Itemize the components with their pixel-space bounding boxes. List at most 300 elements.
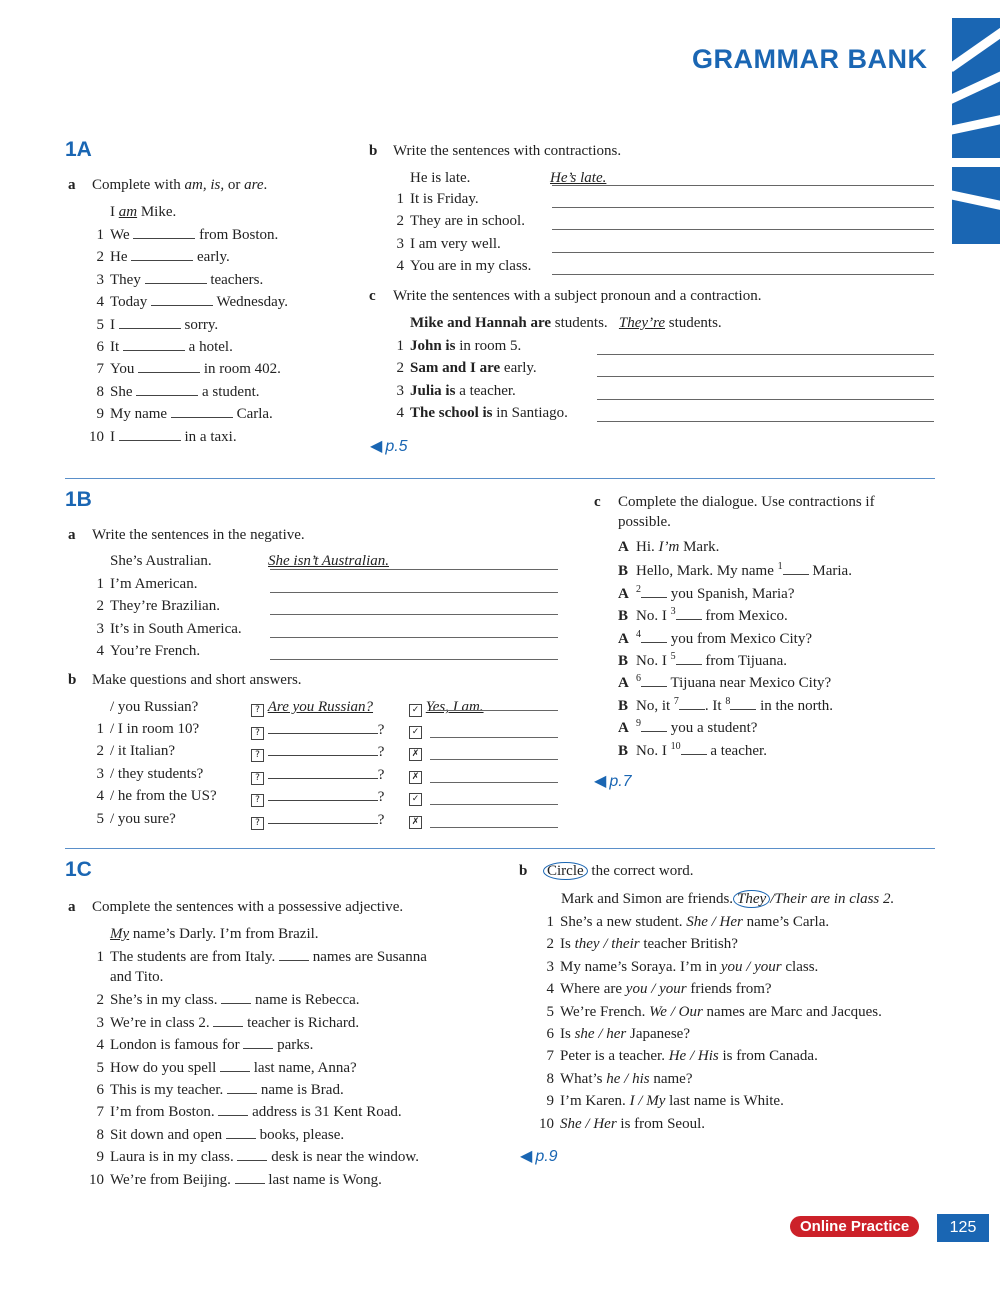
text: Carla. xyxy=(236,406,273,423)
blank-number: 10 xyxy=(670,740,681,752)
page-number: 125 xyxy=(937,1214,989,1242)
list-item xyxy=(86,721,199,738)
text: She / Her xyxy=(686,914,743,930)
item-number: 7 xyxy=(546,1048,554,1065)
item-number: 10 xyxy=(89,1171,104,1188)
text: We xyxy=(110,227,130,243)
answer-line[interactable] xyxy=(430,737,558,738)
text: Where are xyxy=(560,981,626,998)
list-item xyxy=(86,743,175,760)
question-answer xyxy=(251,743,384,762)
text: last name is White. xyxy=(665,1093,784,1110)
text: Sit down and open xyxy=(110,1126,223,1143)
text: in room 402. xyxy=(203,361,281,378)
question-box: ? xyxy=(251,749,264,762)
answer-blank[interactable] xyxy=(268,811,378,824)
text: . It xyxy=(704,697,726,714)
answer-blank[interactable] xyxy=(679,697,705,710)
list-item xyxy=(86,643,200,660)
list-item xyxy=(386,236,501,253)
answer-line[interactable] xyxy=(597,421,934,422)
item-number: 1 xyxy=(96,576,104,592)
exercise-1c-a-instruction: a Complete the sentences with a possessive adjective. xyxy=(68,899,404,915)
text: address is 31 Kent Road. xyxy=(252,1104,402,1121)
list-item xyxy=(86,1103,402,1121)
list-item xyxy=(86,811,176,828)
list-item xyxy=(86,1081,344,1099)
item-number: 2 xyxy=(96,992,104,1009)
item-number: 2 xyxy=(96,743,104,760)
answer-blank[interactable] xyxy=(641,630,667,643)
list-item xyxy=(86,1014,359,1032)
item-number: 9 xyxy=(96,1149,104,1166)
item-number: 2 xyxy=(96,249,104,266)
exercise-1a-a-example: I am Mike. xyxy=(110,204,177,220)
question-box: ? xyxy=(251,817,264,830)
text: John is xyxy=(410,338,456,354)
answer-line[interactable] xyxy=(430,710,558,711)
item-number: 5 xyxy=(96,316,104,333)
list-item xyxy=(86,428,237,446)
speaker-label: B xyxy=(618,742,629,759)
answer-blank[interactable] xyxy=(641,719,667,732)
list-item xyxy=(86,1059,357,1077)
text: names are Marc and Jacques. xyxy=(702,1003,882,1020)
item-number: 1 xyxy=(96,721,104,737)
answer-line[interactable] xyxy=(430,827,558,828)
answer-blank[interactable] xyxy=(138,360,200,373)
answer-blank[interactable] xyxy=(268,788,378,801)
text: I’m American. xyxy=(110,576,198,592)
text: from Tijuana. xyxy=(701,653,788,669)
item-number: 2 xyxy=(396,360,404,377)
answer-line[interactable] xyxy=(270,569,558,570)
list-item xyxy=(86,405,273,423)
exercise-1a-c-instruction: c Write the sentences with a subject pronoun and a contraction. xyxy=(369,288,762,304)
text: It is Friday. xyxy=(410,191,479,207)
item-number: 5 xyxy=(96,1059,104,1076)
answer-blank[interactable] xyxy=(279,948,309,961)
question-answer xyxy=(251,788,384,807)
answer-blank[interactable] xyxy=(221,991,251,1004)
text: / I in room 10? xyxy=(110,721,200,737)
list-item xyxy=(86,766,203,783)
text: London is famous for xyxy=(110,1037,240,1054)
text: ? xyxy=(377,811,385,828)
text: We’re in class 2. xyxy=(110,1014,210,1031)
item-number: 4 xyxy=(396,405,404,422)
speaker-label: B xyxy=(618,563,629,580)
speaker-label: B xyxy=(618,608,629,625)
text: No. I xyxy=(636,608,671,625)
text: a student. xyxy=(202,383,260,400)
answer-blank[interactable] xyxy=(131,248,193,261)
item-number: 9 xyxy=(546,1093,554,1110)
answer-line[interactable] xyxy=(430,804,558,805)
list-item xyxy=(536,936,738,953)
answer-line[interactable] xyxy=(270,592,558,593)
text: they / their xyxy=(574,936,640,953)
answer-line[interactable] xyxy=(552,252,934,253)
item-number: 1 xyxy=(96,949,104,965)
item-number: 8 xyxy=(96,383,104,400)
item-number: 7 xyxy=(96,1104,104,1121)
answer-blank[interactable] xyxy=(136,383,198,396)
exercise-1b-c-instruction: c Complete the dialogue. Use contractions if possible. xyxy=(594,494,875,530)
answer-blank[interactable] xyxy=(226,1126,256,1139)
exercise-1b-b-example: / you Russian? xyxy=(110,699,199,715)
list-item xyxy=(86,383,260,401)
text: is from Canada. xyxy=(718,1048,818,1065)
text: No. I xyxy=(636,742,671,759)
text: Sam and I are xyxy=(410,360,501,377)
exercise-1a-b-example: He is late. He’s late. xyxy=(410,170,607,186)
text: The school is xyxy=(410,405,493,422)
text: Julia is xyxy=(410,382,456,399)
list-item xyxy=(536,1026,690,1043)
blank-number: 3 xyxy=(670,606,676,618)
answer-blank[interactable] xyxy=(676,607,702,620)
list-item xyxy=(86,948,427,966)
item-number: 5 xyxy=(96,810,104,827)
text: you a student? xyxy=(667,720,758,737)
text: ? xyxy=(377,722,385,738)
text: early. xyxy=(197,249,230,266)
list-item xyxy=(86,226,278,244)
text: names are Susanna xyxy=(312,949,427,965)
exercise-1b-b-instruction: b Make questions and short answers. xyxy=(68,672,302,688)
dialogue-line xyxy=(618,673,831,692)
list-item xyxy=(86,1171,382,1189)
dialogue-line xyxy=(618,741,767,760)
list-item xyxy=(386,213,525,230)
online-practice-button[interactable]: Online Practice xyxy=(790,1216,919,1237)
decorative-stripe-bar xyxy=(952,18,1000,244)
answer-blank[interactable] xyxy=(133,226,195,239)
text: in Santiago. xyxy=(492,405,568,422)
text: in room 5. xyxy=(455,338,522,354)
list-item xyxy=(86,1148,419,1166)
short-answer xyxy=(409,811,422,829)
text: / they students? xyxy=(110,765,204,782)
answer-blank[interactable] xyxy=(119,428,181,441)
answer-line[interactable] xyxy=(597,399,934,400)
item-number: 4 xyxy=(96,788,104,805)
text: Peter is a teacher. xyxy=(560,1048,669,1065)
text: How do you spell xyxy=(110,1059,217,1076)
text: Japanese? xyxy=(626,1026,690,1042)
blank-number: 2 xyxy=(636,583,641,595)
list-item xyxy=(386,405,568,422)
text: Today xyxy=(110,294,148,311)
question-box: ? xyxy=(251,727,264,740)
text: What’s xyxy=(560,1070,607,1087)
list-item xyxy=(86,1036,313,1054)
page-reference-1a[interactable]: ◀ p.5 xyxy=(370,438,408,455)
dialogue-line xyxy=(618,651,787,670)
text: I xyxy=(110,428,115,445)
text: I’m Karen. xyxy=(560,1093,630,1110)
answer-line[interactable] xyxy=(597,354,934,355)
speaker-label: B xyxy=(618,653,629,669)
exercise-1a-b-instruction: b Write the sentences with contractions. xyxy=(369,143,622,159)
exercise-1c-b-example: Mark and Simon are friends. They /Their are in class 2. xyxy=(561,891,895,907)
list-item xyxy=(536,1116,705,1133)
exercise-1b-b-example-question: ? Are you Russian? xyxy=(251,699,373,717)
item-number: 8 xyxy=(96,1126,104,1143)
item-number: 3 xyxy=(396,382,404,399)
answer-line[interactable] xyxy=(552,207,934,208)
item-number: 4 xyxy=(96,1037,104,1054)
answer-blank[interactable] xyxy=(676,652,702,665)
text: Tijuana near Mexico City? xyxy=(667,675,832,692)
text: last name, Anna? xyxy=(253,1059,357,1076)
text: early. xyxy=(500,360,537,377)
text: ? xyxy=(377,744,385,761)
answer-mark-box: ✗ xyxy=(409,771,422,784)
answer-mark-box: ✗ xyxy=(409,748,422,761)
answer-blank[interactable] xyxy=(237,1148,267,1161)
answer-blank[interactable] xyxy=(268,721,378,734)
speaker-label: A xyxy=(618,630,629,647)
text: No, it xyxy=(636,697,674,714)
answer-line[interactable] xyxy=(430,759,558,760)
text: They xyxy=(110,271,141,288)
answer-blank[interactable] xyxy=(145,271,207,284)
text: She’s in my class. xyxy=(110,992,218,1009)
text: I / My xyxy=(629,1093,666,1110)
answer-blank[interactable] xyxy=(213,1014,243,1027)
short-answer xyxy=(409,766,422,784)
text: last name is Wong. xyxy=(268,1171,382,1188)
list-item xyxy=(86,788,217,805)
text: from Boston. xyxy=(199,227,279,243)
item-number: 7 xyxy=(96,361,104,378)
item-number: 10 xyxy=(89,428,104,445)
text: Is xyxy=(560,1026,575,1042)
blank-number: 5 xyxy=(670,651,676,662)
item-number: 4 xyxy=(396,258,404,275)
text: / it Italian? xyxy=(110,743,175,760)
question-box: ? xyxy=(251,772,264,785)
answer-line[interactable] xyxy=(552,185,934,186)
text: / he from the US? xyxy=(110,788,217,805)
text: name is Brad. xyxy=(260,1082,344,1098)
dialogue-line xyxy=(618,696,833,715)
text: Laura is in my class. xyxy=(110,1149,234,1166)
answer-line[interactable] xyxy=(270,659,558,660)
answer-blank[interactable] xyxy=(730,697,756,710)
text: teachers. xyxy=(210,271,264,288)
list-item xyxy=(86,293,288,311)
answer-blank[interactable] xyxy=(641,585,667,598)
text: a teacher. xyxy=(706,742,767,759)
text: My name xyxy=(110,406,168,423)
list-item xyxy=(536,1093,784,1110)
answer-mark-box: ✗ xyxy=(409,816,422,829)
text: sorry. xyxy=(184,316,219,333)
text: It xyxy=(110,339,120,355)
answer-line[interactable] xyxy=(597,376,934,377)
text: This is my teacher. xyxy=(110,1082,224,1098)
text: a teacher. xyxy=(455,382,516,399)
text: I xyxy=(110,316,115,333)
arrow-left-icon: ◀ xyxy=(520,1148,533,1165)
speaker-label: A xyxy=(618,539,629,555)
item-number: 5 xyxy=(546,1003,554,1020)
text: She xyxy=(110,383,133,400)
item-number: 2 xyxy=(96,598,104,615)
text: You xyxy=(110,361,135,378)
item-number: 10 xyxy=(539,1115,554,1132)
item-number: 4 xyxy=(546,981,554,998)
list-item-continued xyxy=(110,969,163,986)
list-item xyxy=(536,959,818,976)
list-item xyxy=(86,621,242,638)
text: / you sure? xyxy=(110,810,176,827)
text: You are in my class. xyxy=(410,258,532,275)
text: Hello, Mark. My name xyxy=(636,563,778,580)
exercise-1a-c-example: Mike and Hannah are students. They’re students. xyxy=(410,315,722,331)
text: No. I xyxy=(636,653,671,669)
text: I am very well. xyxy=(410,235,501,252)
answer-line[interactable] xyxy=(552,274,934,275)
answer-line[interactable] xyxy=(430,782,558,783)
section-1c-heading: 1C xyxy=(65,858,92,881)
text: you from Mexico City? xyxy=(667,630,812,647)
speaker-label: A xyxy=(618,720,629,737)
speaker-label: B xyxy=(618,697,629,714)
short-answer xyxy=(409,743,422,761)
answer-blank[interactable] xyxy=(123,338,185,351)
text: parks. xyxy=(277,1037,314,1054)
item-number: 6 xyxy=(546,1026,554,1042)
speaker-label: A xyxy=(618,585,629,602)
page-reference-1b[interactable]: ◀ p.7 xyxy=(594,773,632,790)
item-number: 3 xyxy=(96,1014,104,1031)
section-divider xyxy=(65,848,935,849)
arrow-left-icon: ◀ xyxy=(370,438,383,455)
text: books, please. xyxy=(259,1126,345,1143)
arrow-left-icon: ◀ xyxy=(594,773,607,790)
text: he / his xyxy=(606,1070,650,1087)
text: from Mexico. xyxy=(701,608,788,625)
answer-blank[interactable] xyxy=(243,1036,273,1049)
item-number: 2 xyxy=(396,213,404,230)
answer-blank[interactable] xyxy=(218,1103,248,1116)
item-number: 1 xyxy=(396,191,404,207)
list-item xyxy=(86,598,220,615)
text: friends from? xyxy=(686,981,772,998)
answer-line[interactable] xyxy=(552,229,934,230)
list-item xyxy=(536,981,772,998)
exercise-1b-a-instruction: a Write the sentences in the negative. xyxy=(68,527,305,543)
item-number: 2 xyxy=(546,936,554,953)
answer-blank[interactable] xyxy=(119,316,181,329)
exercise-1c-a-example: My name’s Darly. I’m from Brazil. xyxy=(110,926,319,942)
answer-blank[interactable] xyxy=(681,742,707,755)
item-number: 8 xyxy=(546,1070,554,1087)
text: We / Our xyxy=(649,1003,703,1020)
text: and Tito. xyxy=(110,969,164,985)
speaker-label: A xyxy=(618,675,629,692)
list-item xyxy=(386,383,516,400)
text: name? xyxy=(649,1070,693,1087)
item-number: 3 xyxy=(96,271,104,288)
answer-line[interactable] xyxy=(270,637,558,638)
item-number: 4 xyxy=(96,643,104,660)
list-item xyxy=(86,338,233,356)
blank-number: 1 xyxy=(777,561,783,573)
answer-blank[interactable] xyxy=(220,1059,250,1072)
question-box: ? xyxy=(251,794,264,807)
list-item xyxy=(86,1126,344,1144)
section-1a-heading: 1A xyxy=(65,138,92,161)
blank-number: 6 xyxy=(636,673,641,685)
item-number: 6 xyxy=(96,1082,104,1098)
list-item xyxy=(536,1004,882,1021)
text: in the north. xyxy=(756,697,833,714)
list-item xyxy=(86,316,218,334)
text: They are in school. xyxy=(410,213,525,230)
text: you Spanish, Maria? xyxy=(667,585,795,602)
exercise-1b-a-example: She’s Australian. She isn’t Australian. xyxy=(110,553,389,569)
text: I’m xyxy=(658,539,680,555)
text: It’s in South America. xyxy=(110,620,242,637)
answer-blank[interactable] xyxy=(151,293,213,306)
answer-blank[interactable] xyxy=(235,1171,265,1184)
answer-blank[interactable] xyxy=(783,562,809,575)
item-number: 4 xyxy=(96,294,104,311)
blank-number: 7 xyxy=(673,695,679,707)
text: is from Seoul. xyxy=(616,1115,705,1132)
page-title: GRAMMAR BANK xyxy=(692,44,928,74)
question-answer xyxy=(251,811,384,830)
answer-blank[interactable] xyxy=(268,766,378,779)
list-item xyxy=(536,914,829,931)
text: Maria. xyxy=(808,563,852,580)
answer-blank[interactable] xyxy=(268,743,378,756)
item-number: 6 xyxy=(96,339,104,355)
blank-number: 4 xyxy=(636,628,641,640)
text: He / His xyxy=(668,1048,719,1065)
text: He xyxy=(110,249,128,266)
list-item xyxy=(386,360,537,377)
item-number: 9 xyxy=(96,406,104,423)
exercise-1a-a-instruction: a Complete with am, is, or are. xyxy=(68,177,268,193)
text: teacher British? xyxy=(639,936,738,953)
section-1b-heading: 1B xyxy=(65,488,92,511)
text: The students are from Italy. xyxy=(110,949,276,965)
text: you / your xyxy=(625,981,687,998)
answer-blank[interactable] xyxy=(227,1081,257,1094)
section-divider xyxy=(65,478,935,479)
list-item xyxy=(86,360,281,378)
answer-blank[interactable] xyxy=(641,674,667,687)
text: a hotel. xyxy=(188,339,233,355)
dialogue-line xyxy=(618,629,812,648)
page-reference-1c[interactable]: ◀ p.9 xyxy=(520,1148,558,1165)
answer-blank[interactable] xyxy=(171,405,233,418)
text: name is Rebecca. xyxy=(255,992,360,1009)
text: in a taxi. xyxy=(184,428,237,445)
answer-line[interactable] xyxy=(270,614,558,615)
list-item xyxy=(536,1071,692,1088)
text: ? xyxy=(377,789,385,806)
question-answer xyxy=(251,721,384,740)
list-item xyxy=(536,1048,818,1065)
text: ? xyxy=(377,766,385,783)
